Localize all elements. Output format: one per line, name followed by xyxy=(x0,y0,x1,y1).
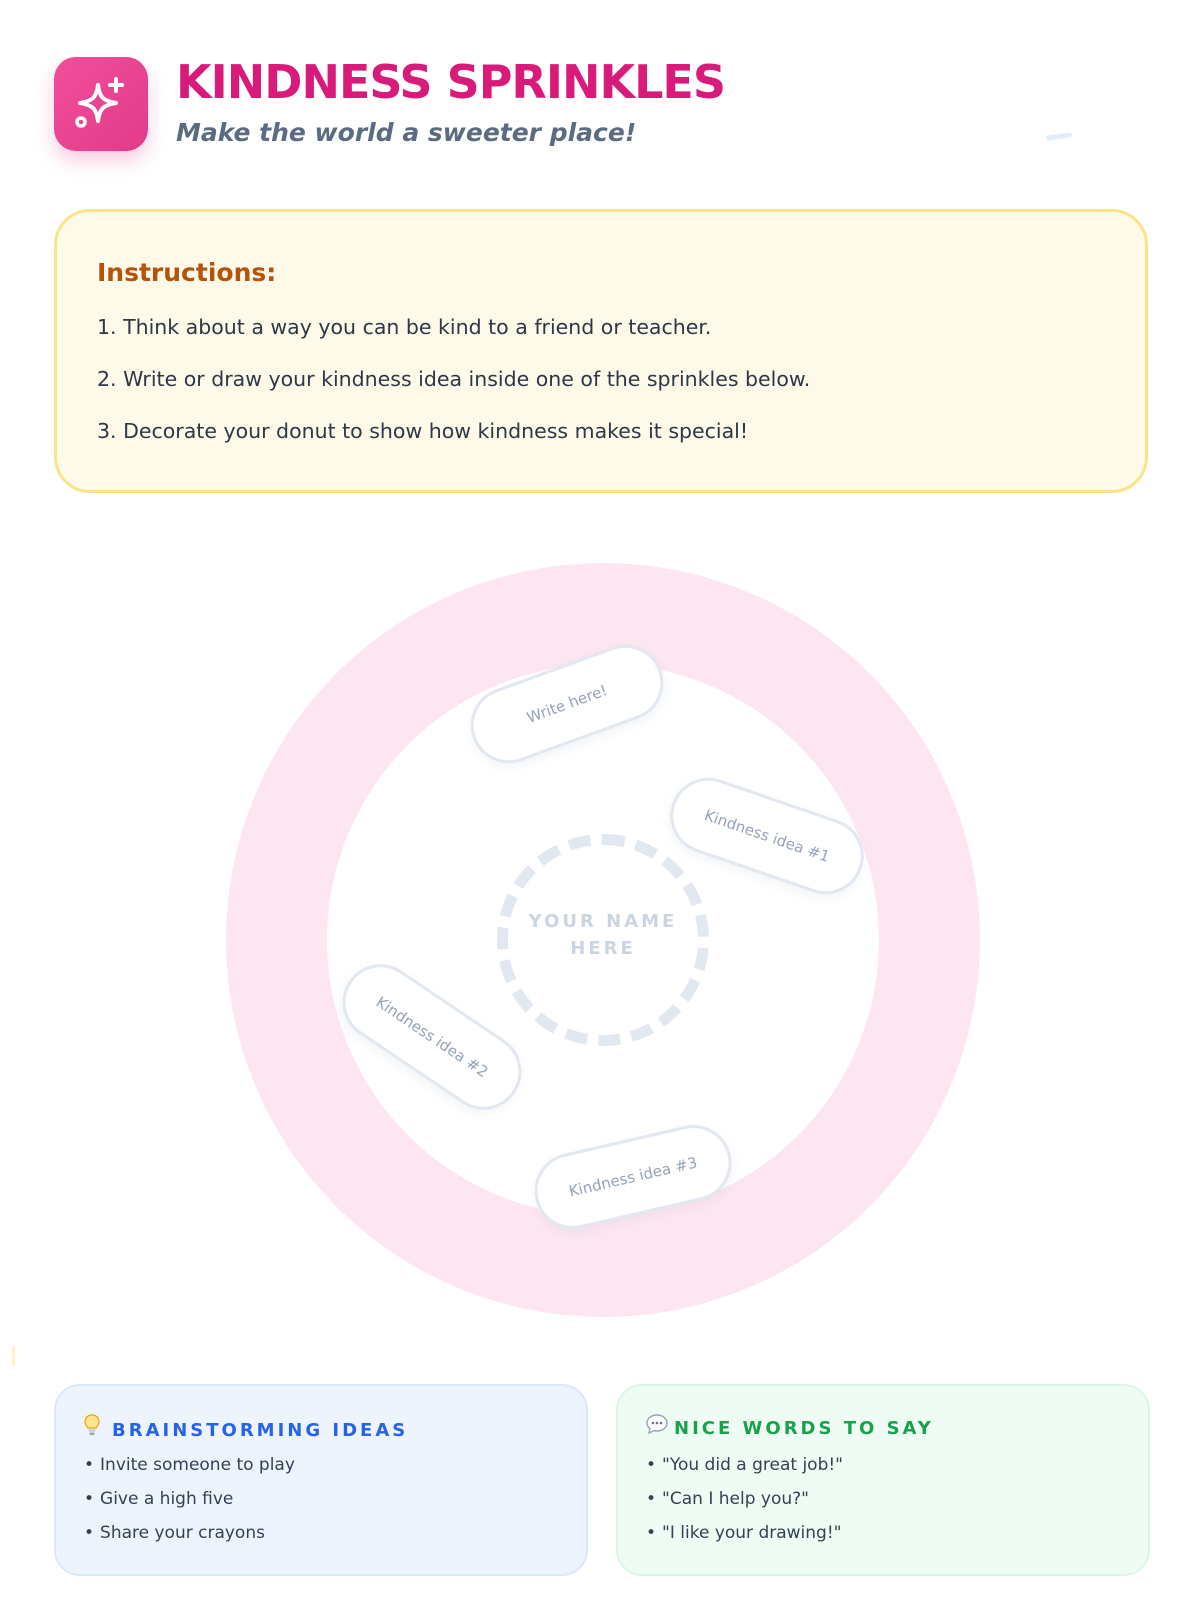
nice-words-list xyxy=(646,1454,843,1556)
name-line-1: YOUR NAME xyxy=(528,911,678,932)
sprinkle-label: Write here! xyxy=(524,681,610,727)
brainstorming-list xyxy=(84,1454,295,1556)
nice-words-heading xyxy=(646,1414,934,1439)
list-item: • "Can I help you?" xyxy=(646,1488,843,1522)
sprinkle-label: Kindness idea #2 xyxy=(372,992,492,1082)
sparkles-icon xyxy=(74,77,128,131)
instruction-step: 3. Decorate your donut to show how kindness makes it special! xyxy=(97,419,749,443)
lightbulb-icon xyxy=(84,1414,108,1441)
sprinkle-label: Kindness idea #3 xyxy=(567,1153,699,1201)
instruction-step: 1. Think about a way you can be kind to a friend or teacher. xyxy=(97,315,712,339)
instruction-step: 2. Write or draw your kindness idea inside one of the sprinkles below. xyxy=(97,367,811,391)
list-item: • Give a high five xyxy=(84,1488,295,1522)
logo xyxy=(54,57,148,151)
list-item: • Invite someone to play xyxy=(84,1454,295,1488)
header xyxy=(54,57,1154,157)
page-title: KINDNESS SPRINKLES xyxy=(176,55,725,109)
instructions-box xyxy=(54,209,1148,493)
list-item: • "I like your drawing!" xyxy=(646,1522,843,1556)
list-item: • Share your crayons xyxy=(84,1522,295,1556)
sprinkle-label: Kindness idea #1 xyxy=(702,806,832,866)
name-line-2: HERE xyxy=(570,938,636,959)
nice-words-card xyxy=(616,1384,1150,1576)
nice-words-title: NICE WORDS TO SAY xyxy=(674,1418,934,1439)
decorative-mark xyxy=(12,1346,15,1366)
brainstorming-heading xyxy=(84,1414,408,1441)
speech-bubble-icon xyxy=(646,1414,670,1439)
list-item: • "You did a great job!" xyxy=(646,1454,843,1488)
page-subtitle: Make the world a sweeter place! xyxy=(176,118,637,147)
brainstorming-card xyxy=(54,1384,588,1576)
instructions-heading: Instructions: xyxy=(97,258,277,287)
name-placeholder xyxy=(497,908,709,962)
brainstorming-title: BRAINSTORMING IDEAS xyxy=(112,1420,409,1441)
instructions-list xyxy=(97,316,810,472)
